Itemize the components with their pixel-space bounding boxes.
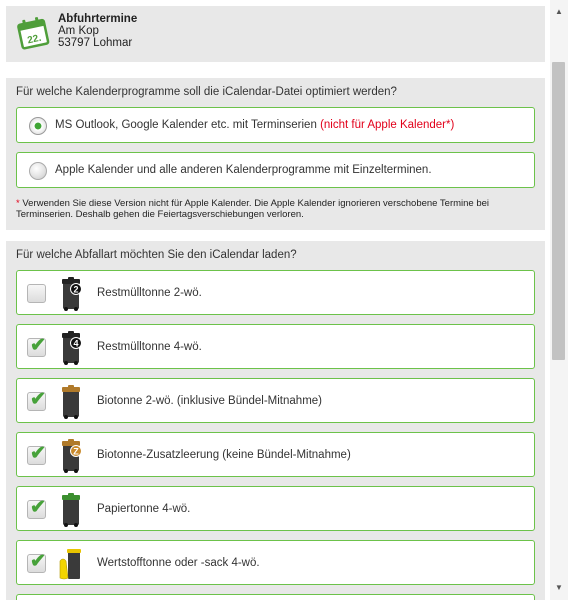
apple-calendar-note — [16, 197, 535, 222]
black-bin-2-icon — [59, 275, 83, 311]
header-title: Abfuhrtermine — [58, 13, 138, 25]
brown-lid-bin-icon — [59, 383, 83, 419]
option-apple-calendar[interactable] — [16, 152, 535, 188]
radio-apple-calendar[interactable] — [29, 162, 47, 180]
city-postcode: 53797 Lohmar — [58, 37, 133, 49]
waste-type-row[interactable] — [16, 540, 535, 585]
bin-badge: 4 — [73, 338, 79, 349]
page-content — [6, 6, 545, 600]
waste-type-label: Restmülltonne 4-wö. — [97, 341, 202, 353]
yellow-bin-sack-icon — [59, 545, 83, 581]
waste-type-panel — [6, 241, 545, 600]
address-header — [6, 6, 545, 62]
waste-type-label: Biotonne 2-wö. (inklusive Bündel-Mitnahme) — [97, 395, 322, 407]
waste-type-checkbox[interactable] — [27, 497, 46, 519]
waste-type-checkbox[interactable] — [27, 335, 46, 357]
waste-type-row[interactable] — [16, 486, 535, 531]
option-outlook-google-warning: (nicht für Apple Kalender*) — [320, 119, 455, 131]
waste-type-label: Papiertonne 4-wö. — [97, 503, 191, 515]
checkmark-icon: ✔ — [30, 335, 46, 356]
waste-type-question: Für welche Abfallart möchten Sie den iCalendar laden? — [16, 249, 297, 261]
brown-lid-bin-z-icon — [59, 437, 83, 473]
waste-type-list — [16, 270, 535, 585]
option-apple-calendar-label: Apple Kalender und alle anderen Kalenderprogramme mit Einzelterminen. — [55, 164, 432, 176]
bin-badge: Z — [73, 446, 79, 457]
waste-type-label: Restmülltonne 2-wö. — [97, 287, 202, 299]
checkmark-icon: ✔ — [30, 551, 46, 572]
checkmark-icon: ✔ — [30, 389, 46, 410]
option-outlook-google[interactable] — [16, 107, 535, 143]
waste-type-checkbox[interactable] — [27, 284, 46, 303]
street-name: Am Kop — [58, 25, 99, 37]
waste-type-row[interactable] — [16, 324, 535, 369]
green-lid-bin-icon — [59, 491, 83, 527]
scrollbar-thumb[interactable] — [552, 62, 565, 360]
checkmark-icon: ✔ — [30, 443, 46, 464]
calendar-program-panel — [6, 78, 545, 230]
waste-type-label: Biotonne-Zusatzleerung (keine Bündel-Mitnahme) — [97, 449, 351, 461]
waste-type-row[interactable] — [16, 432, 535, 477]
waste-type-checkbox[interactable] — [27, 389, 46, 411]
calendar-icon — [15, 14, 53, 52]
waste-type-row[interactable] — [16, 378, 535, 423]
bin-badge: 2 — [73, 284, 79, 295]
option-outlook-google-label: MS Outlook, Google Kalender etc. mit Terminserien — [55, 119, 317, 131]
scroll-down-arrow-icon[interactable]: ▼ — [555, 583, 563, 592]
vertical-scrollbar[interactable] — [550, 0, 568, 600]
radio-outlook-google[interactable] — [29, 117, 47, 135]
black-bin-4-icon — [59, 329, 83, 365]
note-text: Verwenden Sie diese Version nicht für Apple Kalender. Die Apple Kalender ignorieren verschobene Termine bei Terminserien. Deshalb gehen die Feiertagsverschiebungen verloren. — [16, 198, 490, 220]
waste-type-checkbox[interactable] — [27, 551, 46, 573]
calendar-program-question: Für welche Kalenderprogramme soll die iCalendar-Datei optimiert werden? — [16, 86, 397, 98]
waste-type-row-partial[interactable] — [16, 594, 535, 600]
note-asterisk: * — [16, 198, 20, 209]
address-block — [58, 13, 137, 49]
checkmark-icon: ✔ — [30, 497, 46, 518]
scroll-up-arrow-icon[interactable]: ▲ — [555, 7, 563, 16]
calendar-icon-day: 22. — [26, 32, 43, 47]
waste-type-row[interactable] — [16, 270, 535, 315]
waste-type-checkbox[interactable] — [27, 443, 46, 465]
waste-type-label: Wertstofftonne oder -sack 4-wö. — [97, 557, 260, 569]
